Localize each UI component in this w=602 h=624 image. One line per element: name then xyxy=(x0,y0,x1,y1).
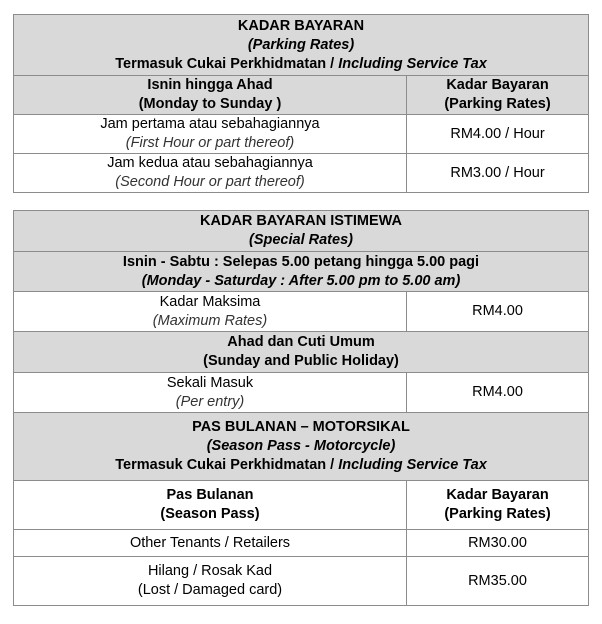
lost-card-value: RM35.00 xyxy=(407,557,589,606)
weekday-header-cell xyxy=(14,252,589,292)
tenants-label: Other Tenants / Retailers xyxy=(14,530,407,557)
table-row xyxy=(14,373,589,413)
season-title-cell xyxy=(14,413,589,481)
tax-en: Including Service Tax xyxy=(338,55,487,72)
parking-rates-title: KADAR BAYARAN xyxy=(237,17,365,34)
second-hour-rate: RM3.00 / Hour xyxy=(407,154,589,193)
entry-value: RM4.00 xyxy=(407,373,589,413)
season-tax-ms: Termasuk Cukai Perkhidmatan / xyxy=(115,457,335,473)
pass-header-cell xyxy=(14,481,407,530)
table-row xyxy=(14,115,589,154)
weekday-header-en: (Monday - Saturday : After 5.00 pm to 5.00 am) xyxy=(141,272,461,289)
holiday-header: Ahad dan Cuti Umum xyxy=(227,334,375,350)
table-row xyxy=(14,292,589,332)
table-row xyxy=(14,154,589,193)
max-rate-label-cell xyxy=(14,292,407,332)
holiday-header-cell xyxy=(14,332,589,373)
table-row xyxy=(14,557,589,606)
entry-label-cell xyxy=(14,373,407,413)
pass-header-en: (Season Pass) xyxy=(160,506,260,522)
season-tax-line xyxy=(18,456,584,475)
parking-rates-title-en: (Parking Rates) xyxy=(247,36,355,53)
special-title: KADAR BAYARAN ISTIMEWA xyxy=(200,213,402,229)
parking-rates-tax-line xyxy=(18,55,584,74)
max-rate-label-en: (Maximum Rates) xyxy=(152,312,268,329)
tenants-value: RM30.00 xyxy=(407,530,589,557)
first-hour-rate: RM4.00 / Hour xyxy=(407,115,589,154)
day-header-en: (Monday to Sunday ) xyxy=(138,96,282,112)
special-title-en: (Special Rates) xyxy=(249,232,353,248)
entry-label: Sekali Masuk xyxy=(166,374,254,391)
lost-card-label: Hilang / Rosak Kad xyxy=(147,563,273,579)
special-rates-table xyxy=(13,210,589,606)
first-hour-label: Jam pertama atau sebahagiannya xyxy=(100,116,320,132)
parking-rates-table xyxy=(13,14,589,193)
pass-header: Pas Bulanan xyxy=(166,487,254,503)
weekday-header: Isnin - Sabtu : Selepas 5.00 petang hingga 5.00 pagi xyxy=(122,253,480,270)
max-rate-value: RM4.00 xyxy=(407,292,589,332)
season-rate-header-en: (Parking Rates) xyxy=(444,506,551,522)
lost-card-label-cell xyxy=(14,557,407,606)
first-hour-label-en: (First Hour or part thereof) xyxy=(125,135,295,151)
rate-header-en: (Parking Rates) xyxy=(444,96,551,112)
holiday-header-en: (Sunday and Public Holiday) xyxy=(203,353,399,369)
season-tax-en: Including Service Tax xyxy=(338,457,487,473)
table-row xyxy=(14,530,589,557)
tax-ms: Termasuk Cukai Perkhidmatan / xyxy=(115,55,335,72)
first-hour-label-cell xyxy=(14,115,407,154)
season-rate-header-cell xyxy=(407,481,589,530)
entry-label-en: (Per entry) xyxy=(175,393,245,410)
rate-header-cell xyxy=(407,76,589,115)
season-rate-header: Kadar Bayaran xyxy=(446,487,549,503)
season-title-en: (Season Pass - Motorcycle) xyxy=(206,438,396,454)
second-hour-label: Jam kedua atau sebahagiannya xyxy=(107,155,313,171)
special-title-cell xyxy=(14,211,589,252)
day-header: Isnin hingga Ahad xyxy=(147,77,273,93)
day-header-cell xyxy=(14,76,407,115)
second-hour-label-cell xyxy=(14,154,407,193)
lost-card-label-en: (Lost / Damaged card) xyxy=(137,582,283,598)
max-rate-label: Kadar Maksima xyxy=(159,293,261,310)
season-title: PAS BULANAN – MOTORSIKAL xyxy=(192,419,410,435)
second-hour-label-en: (Second Hour or part thereof) xyxy=(115,174,305,190)
rate-header: Kadar Bayaran xyxy=(446,77,549,93)
parking-rates-title-cell xyxy=(14,15,589,76)
